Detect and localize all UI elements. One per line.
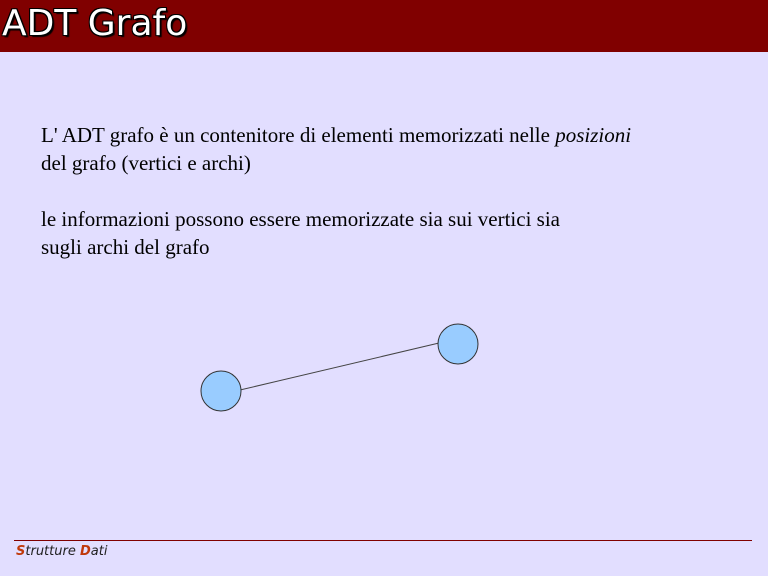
paragraph-1-text: L' ADT grafo è un contenitore di elementi memorizzati nelle — [41, 123, 556, 147]
emphasis-posizioni: posizioni — [555, 123, 632, 147]
paragraph-2-line-2: sugli archi del grafo — [41, 235, 210, 259]
footer-text — [16, 544, 107, 559]
paragraph-2-line-1: le informazioni possono essere memorizzate sia sui vertici sia — [41, 207, 561, 231]
footer-word-2: ati — [90, 544, 108, 559]
footer-word-1: trutture — [25, 544, 80, 559]
graph-vertex — [438, 324, 478, 364]
footer-divider — [14, 540, 752, 541]
graph-edge — [240, 343, 439, 390]
footer-initial-d: D — [79, 544, 91, 559]
slide-title: ADT Grafo — [2, 3, 188, 44]
paragraph-1-line-2: del grafo (vertici e archi) — [41, 151, 251, 175]
footer-initial-s: S — [16, 544, 26, 559]
graph-vertex — [201, 371, 241, 411]
